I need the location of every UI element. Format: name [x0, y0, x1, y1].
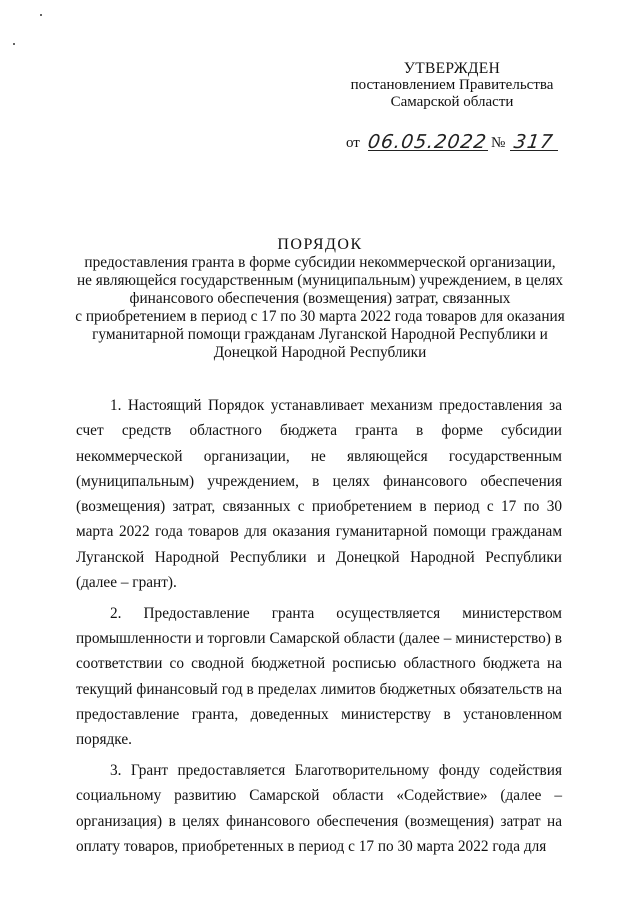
from-label: от	[346, 135, 360, 151]
decree-date-number	[346, 131, 562, 155]
title-line: финансового обеспечения (возмещения) затрат, связанных	[129, 290, 511, 307]
paragraph-3: 3. Грант предоставляется Благотворительному фонду содействия социальному развитию Самарской области «Содействие» (далее – организация) в целях финансового обеспечения (возмещения) затрат на оплату товаров, приобретенных в период с 17 по 30 марта 2022 года для	[76, 762, 562, 856]
title-line: не являющейся государственным (муниципальным) учреждением, в целях	[76, 272, 564, 289]
title-line: предоставления гранта в форме субсидии некоммерческой организации,	[84, 254, 556, 271]
document-title	[40, 236, 600, 362]
approval-heading: УТВЕРЖДЕН	[403, 60, 501, 77]
paragraph-1: 1. Настоящий Порядок устанавливает механизм предоставления за счет средств областного бюджета гранта в форме субсидии некоммерческой организации, не являющейся государственным (муниципальным) учреждением, в целях финансового обеспечения (возмещения) затрат, связанных с приобретением в период с 17 по 30 марта 2022 года товаров для оказания гуманитарной помощи гражданам Луганской Народной Республики и Донецкой Народной Республики (далее – грант).	[76, 397, 562, 592]
number-label: №	[491, 135, 506, 151]
approval-line: постановлением Правительства	[350, 77, 554, 93]
title-line: гуманитарной помощи гражданам Луганской Народной Республики и	[92, 326, 548, 343]
title-line: с приобретением в период с 17 по 30 марта 2022 года товаров для оказания	[75, 308, 565, 325]
approval-stamp-block	[344, 60, 560, 111]
scan-speck	[13, 43, 15, 45]
title-main: ПОРЯДОК	[277, 236, 363, 253]
paragraph-2: 2. Предоставление гранта осуществляется министерством промышленности и торговли Самарской области (далее – министерство) в соответствии со сводной бюджетной росписью областного бюджета на текущий финансовый год в пределах лимитов бюджетных обязательств на предоставление гранта, доведенных министерству в установленном порядке.	[76, 604, 562, 749]
scan-speck	[40, 14, 42, 16]
approval-line: Самарской области	[390, 94, 514, 110]
handwritten-date: 06.05.2022	[366, 131, 489, 153]
handwritten-number: 317	[512, 131, 555, 153]
document-body	[76, 393, 562, 859]
title-line: Донецкой Народной Республики	[213, 344, 427, 361]
